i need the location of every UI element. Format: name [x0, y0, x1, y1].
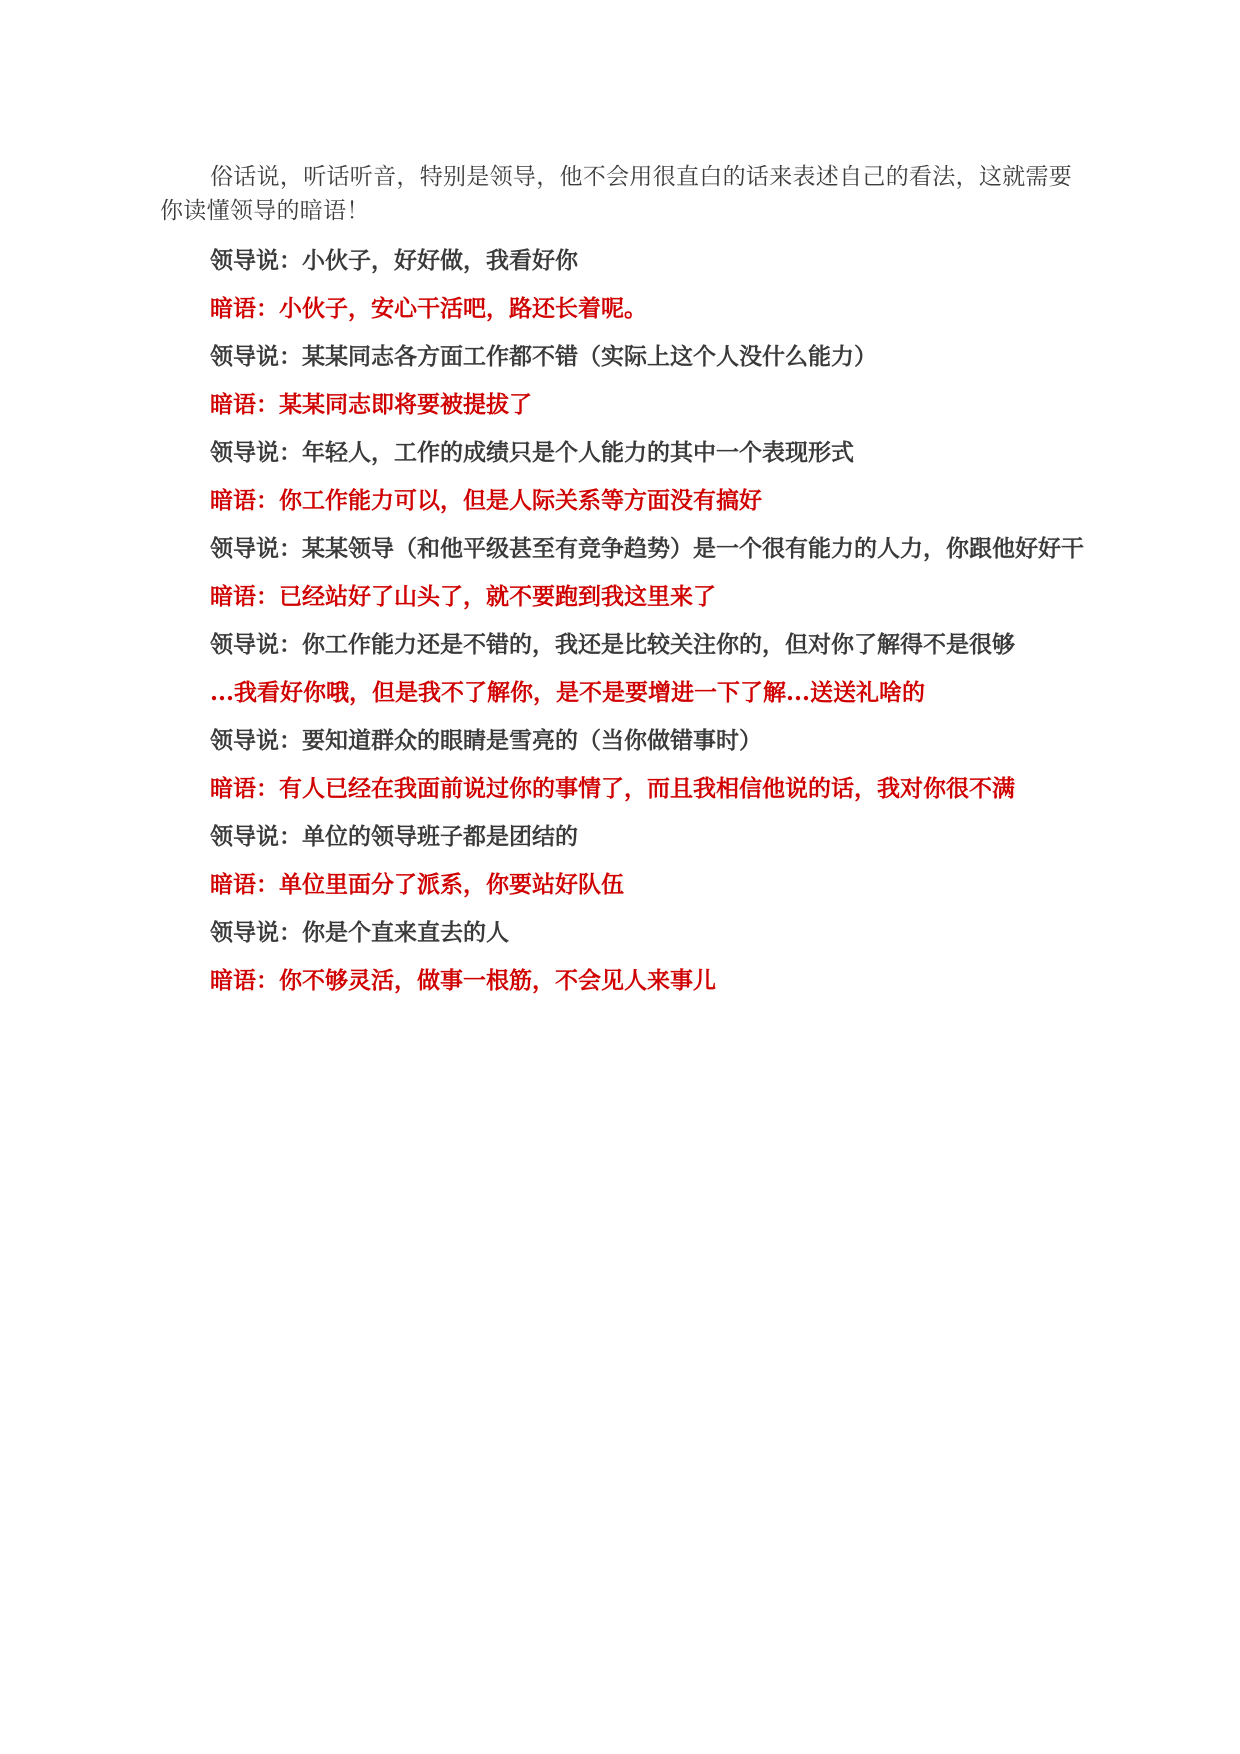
leader-says-line: 领导说：某某同志各方面工作都不错（实际上这个人没什么能力）: [210, 343, 877, 370]
leader-says-line: 领导说：你是个直来直去的人: [210, 919, 509, 946]
hidden-meaning-line: 暗语：已经站好了山头了，就不要跑到我这里来了: [210, 583, 716, 610]
hidden-meaning-line: 暗语：你工作能力可以，但是人际关系等方面没有搞好: [210, 487, 762, 514]
hidden-meaning-line: 暗语：单位里面分了派系，你要站好队伍: [210, 871, 624, 898]
leader-says-line: 领导说：要知道群众的眼睛是雪亮的（当你做错事时）: [210, 727, 762, 754]
document-body: [160, 160, 1090, 1012]
leader-says-line: 领导说：某某领导（和他平级甚至有竞争趋势）是一个很有能力的人力，你跟他好好干: [210, 535, 1084, 562]
leader-says-line: 领导说：你工作能力还是不错的，我还是比较关注你的，但对你了解得不是很够: [210, 631, 1015, 658]
leader-says-line: 领导说：小伙子，好好做，我看好你: [210, 247, 578, 274]
hidden-meaning-line: 暗语：某某同志即将要被提拔了: [210, 391, 532, 418]
hidden-meaning-line: ...我看好你哦，但是我不了解你，是不是要增进一下了解...送送礼啥的: [210, 679, 926, 706]
hidden-meaning-line: 暗语：有人已经在我面前说过你的事情了，而且我相信他说的话，我对你很不满: [210, 775, 1015, 802]
hidden-meaning-line: 暗语：小伙子，安心干活吧，路还长着呢。: [210, 295, 647, 322]
leader-says-line: 领导说：年轻人，工作的成绩只是个人能力的其中一个表现形式: [210, 439, 854, 466]
leader-says-line: 领导说：单位的领导班子都是团结的: [210, 823, 578, 850]
hidden-meaning-line: 暗语：你不够灵活，做事一根筋，不会见人来事儿: [210, 967, 716, 994]
intro-paragraph: 俗话说，听话听音，特别是领导，他不会用很直白的话来表述自己的看法，这就需要你读懂领导的暗语！: [160, 164, 1073, 224]
